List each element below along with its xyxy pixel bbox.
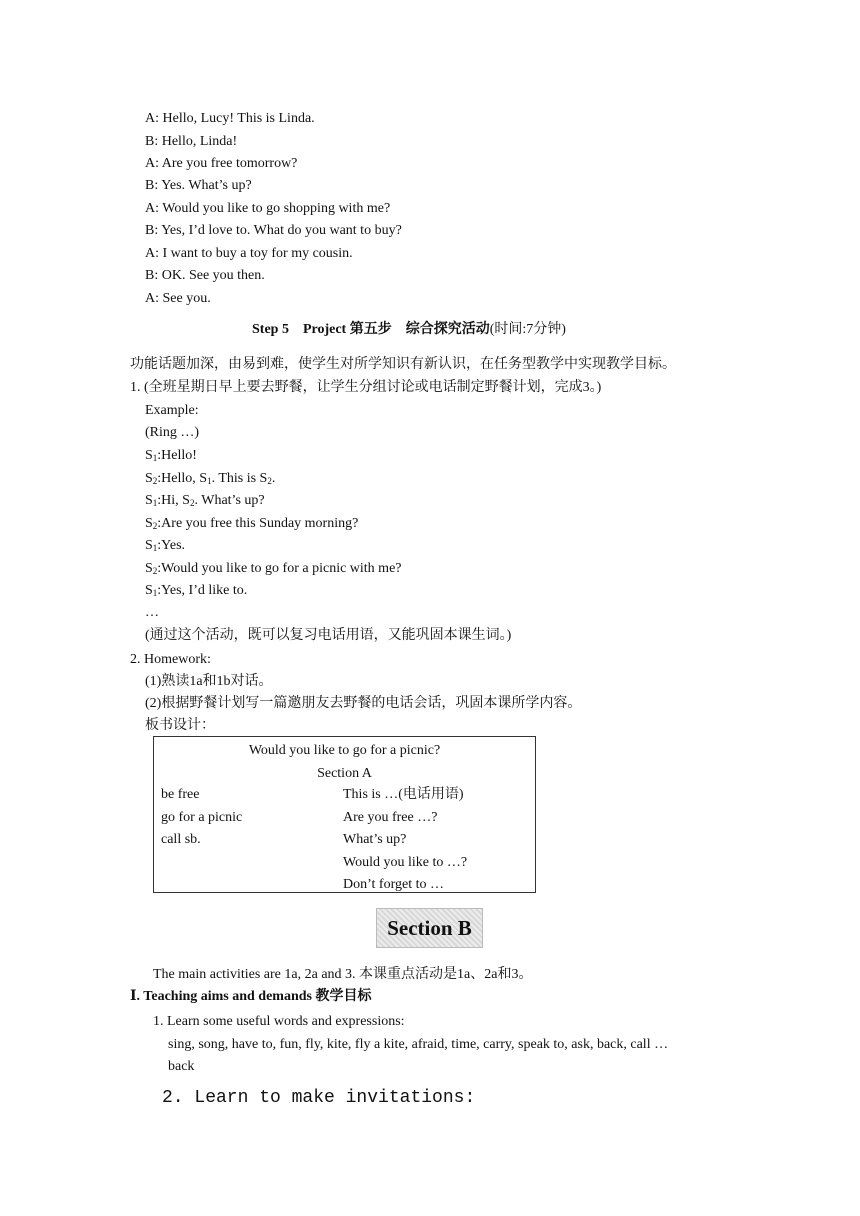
dialogue-2-line: $S_1:Hello$! xyxy=(145,448,197,463)
homework-item: (1)熟读1a和1b对话。 xyxy=(145,674,273,689)
ring-text: (Ring …) xyxy=(145,425,200,440)
board-right-item: This is …(电话用语) xyxy=(343,787,464,802)
board-left-item: go for a picnic xyxy=(161,810,243,825)
dialogue-2-line: $S_2:Are$ you free this Sunday morning? xyxy=(145,516,359,531)
blackboard-design xyxy=(153,736,536,893)
board-right-item: What’s up? xyxy=(343,832,407,847)
main-activities: The main activities are 1a, 2a and 3. 本课重点活动是1a、2a和3。 xyxy=(153,967,533,982)
example-label: Example: xyxy=(145,403,199,418)
vocab-line: back xyxy=(168,1059,195,1074)
dialogue-1-line: B: OK. See you then. xyxy=(145,268,265,283)
intro-text: 功能话题加深，由易到难，使学生对所学知识有新认识，在任务型教学中实现教学目标。 xyxy=(130,357,676,372)
section-b-banner xyxy=(376,908,483,948)
dialogue-2-line: $S_1:Yes$. xyxy=(145,538,186,553)
board-label: 板书设计： xyxy=(145,718,215,733)
dialogue-2-line: $S_1:Yes$, I’d like to. xyxy=(145,583,248,598)
step5-heading xyxy=(252,321,566,339)
aims-item-2: 2. Learn to make invitations: xyxy=(162,1088,476,1108)
dialogue-1-line: A: Are you free tomorrow? xyxy=(145,156,298,171)
board-right-item: Would you like to …? xyxy=(343,855,468,870)
board-subtitle: Section A xyxy=(317,766,372,781)
vocab-line: sing, song, have to, fun, fly, kite, fly a kite, afraid, time, carry, speak to, ask, back, call … xyxy=(168,1037,669,1052)
dialogue-1-line: A: I want to buy a toy for my cousin. xyxy=(145,246,353,261)
board-right-item: Don’t forget to … xyxy=(343,877,444,892)
board-title: Would you like to go for a picnic? xyxy=(248,743,441,758)
board-left-item: be free xyxy=(161,787,200,802)
dialogue-1-line: A: Would you like to go shopping with me? xyxy=(145,201,391,216)
step5-title: Step 5 Project 第五步 综合探究活动 xyxy=(252,322,490,337)
aims-heading: Ⅰ. Teaching aims and demands 教学目标 xyxy=(130,989,372,1004)
dialogue-1-line: B: Yes, I’d love to. What do you want to buy? xyxy=(145,223,402,238)
step5-time: (时间:7分钟) xyxy=(489,322,566,337)
dialogue-1-line: B: Hello, Linda! xyxy=(145,134,238,149)
dialogue-1-line: A: See you. xyxy=(145,291,211,306)
dialogue-2-line: $S_1:Hi$, $S_2$. What’s up? xyxy=(145,493,265,508)
homework-item: (2)根据野餐计划写一篇邀朋友去野餐的电话会话，巩固本课所学内容。 xyxy=(145,696,582,711)
ellipsis: … xyxy=(145,605,159,620)
board-left-item: call sb. xyxy=(161,832,201,847)
dialogue-2-line: $S_2:Hello$, $S_1$. This is $S_2$. xyxy=(145,471,276,486)
aims-item-1: 1. Learn some useful words and expressions: xyxy=(153,1014,405,1029)
dialogue-2-line: $S_2:Would$ you like to go for a picnic with me? xyxy=(145,561,402,576)
board-right-item: Are you free …? xyxy=(343,810,438,825)
homework-title: 2. Homework: xyxy=(130,652,211,667)
dialogue-1-line: A: Hello, Lucy! This is Linda. xyxy=(145,111,315,126)
activity-item-1: 1. (全班星期日早上要去野餐，让学生分组讨论或电话制定野餐计划，完成3。) xyxy=(130,380,602,395)
dialogue-1-line: B: Yes. What’s up? xyxy=(145,178,252,193)
section-b-title: Section B xyxy=(387,916,472,940)
activity-note: (通过这个活动，既可以复习电话用语，又能巩固本课生词。) xyxy=(145,628,512,643)
